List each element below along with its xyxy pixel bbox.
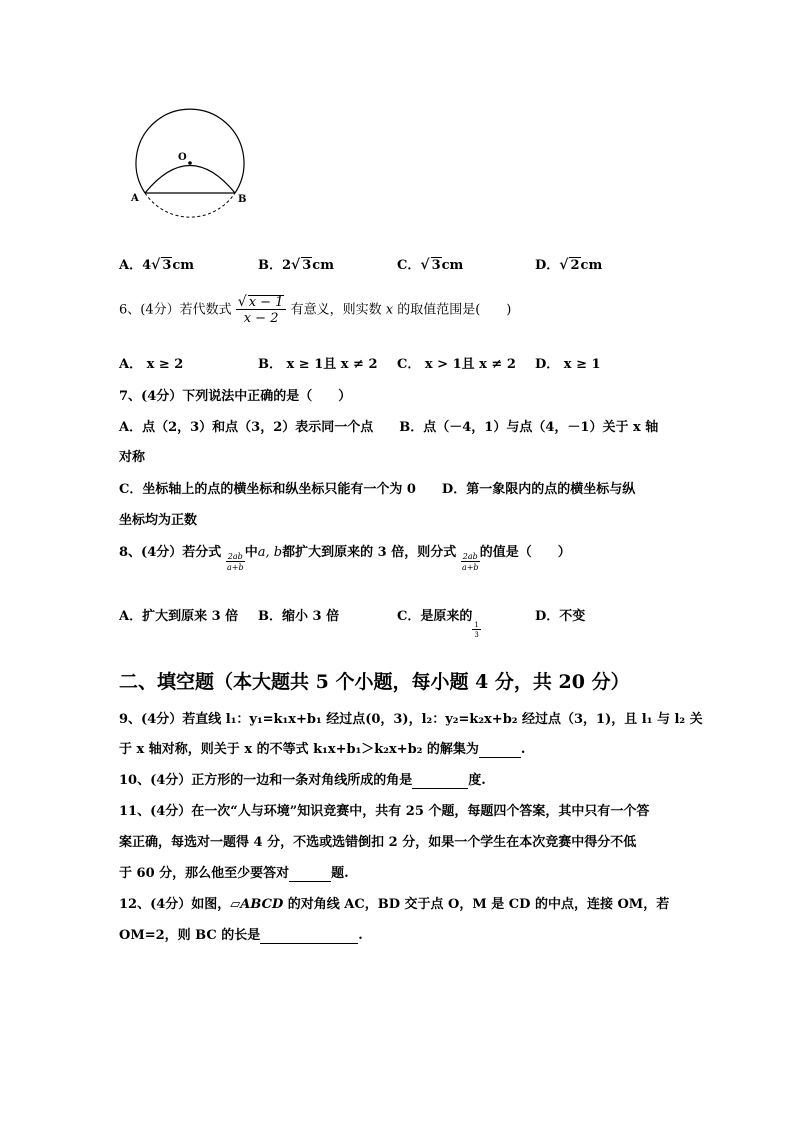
q5-option-d: D．√ 2cm <box>535 257 603 273</box>
q7-stem: 7、(4分）下列说法中正确的是（ ） <box>119 389 352 404</box>
q10-line: 10、(4分）正方形的一边和一条对角线所成的角是 度. <box>119 773 486 788</box>
label-b: B <box>238 194 247 205</box>
q8-option-b: B．缩小 3 倍 <box>258 609 340 624</box>
q9-answer-blank[interactable] <box>479 742 521 758</box>
center-point-o <box>188 161 192 165</box>
q6-option-a: A． x ≥ 2 <box>119 357 184 372</box>
q8-fraction-1: $\frac{2ab}{a+b}$ <box>226 552 244 572</box>
q11-line3: 于 60 分，那么他至少要答对 题. <box>119 866 349 881</box>
q7-line4: 坐标均为正数 <box>119 513 198 528</box>
label-a: A <box>131 193 139 204</box>
q6-fraction: $\frac{√ x - 1}{x - 2}$ <box>236 295 287 325</box>
q6-stem: 6、(4分）若代数式 $\frac{√ x - 1}{x - 2}$ 有意义，则实数 x 的取值范围是( ) <box>119 294 512 326</box>
q11-answer-blank[interactable] <box>289 866 331 882</box>
q8-stem: 8、(4分）若分式 $\frac{2ab}{a+b}$ 中a, b都扩大到原来的 3 倍，则分式 $\frac{2ab}{a+b}$ 的值是（ ） <box>119 545 571 572</box>
q7-line2: 对称 <box>119 450 146 465</box>
q11-line2: 案正确，每选对一题得 4 分，不选或选错倒扣 2 分，如果一个学生在本次竞赛中得分不低 <box>119 835 637 850</box>
q5-options <box>119 254 719 276</box>
q7-line3: C．坐标轴上的点的横坐标和纵坐标只能有一个为 0 D．第一象限内的点的横坐标与纵 <box>119 482 636 497</box>
q11-line1: 11、(4分）在一次“人与环境”知识竞赛中，共有 25 个题，每题四个答案，其中只有一个答 <box>119 804 650 819</box>
label-o: O <box>178 152 187 163</box>
q8-fraction-2: $\frac{2ab}{a+b}$ <box>461 552 479 572</box>
q12-line2: OM=2，则 BC 的长是 . <box>119 928 363 943</box>
q9-line1: 9、(4分）若直线 l₁：y₁=k₁x+b₁ 经过点(0，3)，l₂：y₂=k₂x+b₂ 经过点（3，1)，且 l₁ 与 l₂ 关 <box>119 712 703 727</box>
circle-figure <box>125 100 260 225</box>
q6-option-d: D． x ≥ 1 <box>535 357 601 372</box>
q5-option-a: A．4√ 3cm <box>119 257 195 273</box>
q6-option-c: C． x > 1且 x ≠ 2 <box>397 357 516 372</box>
q8-option-a: A．扩大到原来 3 倍 <box>119 609 239 624</box>
q10-answer-blank[interactable] <box>412 773 468 789</box>
q12-line1: 12、(4分）如图，▱ABCD 的对角线 AC，BD 交于点 O，M 是 CD 的中点，连接 OM，若 <box>119 897 670 912</box>
circle-lower-arc-dashed <box>145 193 235 217</box>
q12-answer-blank[interactable] <box>260 928 358 944</box>
q8-option-d: D．不变 <box>535 609 586 624</box>
q5-option-c: C．√ 3cm <box>397 257 464 273</box>
q5-option-b: B．2√ 3cm <box>258 257 334 273</box>
folded-arc <box>145 166 235 194</box>
q9-line2: 于 x 轴对称，则关于 x 的不等式 k₁x+b₁＞k₂x+b₂ 的解集为 . <box>119 742 526 757</box>
parallelogram-abcd: ▱ABCD <box>230 897 284 912</box>
q8-options <box>119 605 719 645</box>
q6-options <box>119 353 719 373</box>
q7-line1: A．点（2，3）和点（3，2）表示同一个点 B．点（－4，1）与点（4，－1）关于 x 轴 <box>119 420 659 435</box>
circle-upper-arc <box>136 109 244 193</box>
section2-title: 二、填空题（本大题共 5 个小题，每小题 4 分，共 20 分） <box>119 671 630 693</box>
q6-option-b: B． x ≥ 1且 x ≠ 2 <box>258 357 378 372</box>
q8-option-c: C．是原来的 $\frac{1}{3}$ <box>397 609 479 639</box>
